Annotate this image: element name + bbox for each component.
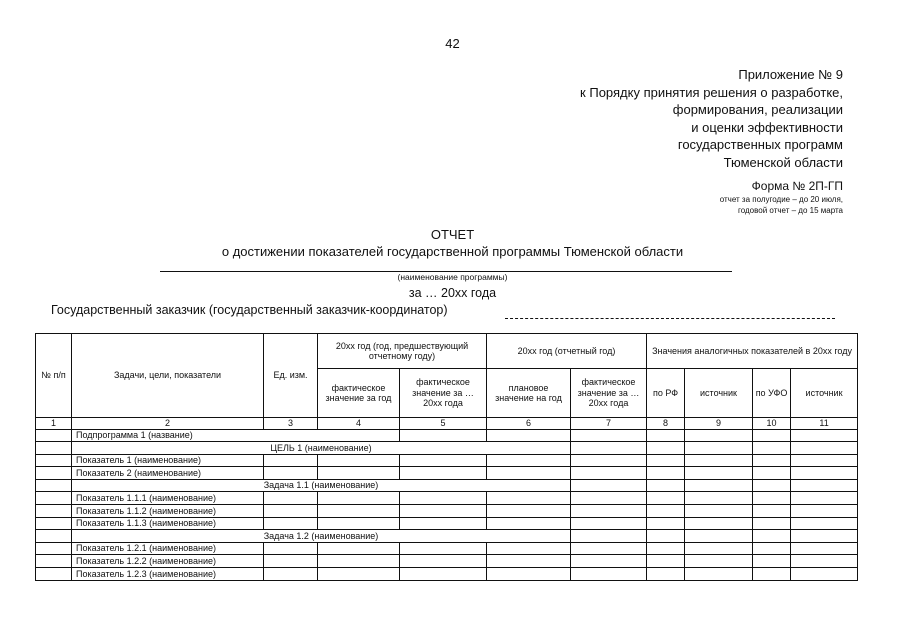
table-cell (647, 479, 685, 492)
header-source: источник (791, 369, 858, 418)
table-cell (400, 454, 487, 467)
table-cell (753, 505, 791, 518)
table-row (36, 517, 858, 530)
table-cell (400, 542, 487, 555)
table-cell (753, 542, 791, 555)
table-cell (318, 517, 400, 530)
table-cell (685, 492, 753, 505)
column-number: 4 (318, 418, 400, 430)
table-cell (647, 429, 685, 442)
table-cell (791, 568, 858, 581)
table-cell (685, 454, 753, 467)
column-number: 11 (791, 418, 858, 430)
table-cell (318, 454, 400, 467)
table-cell (487, 492, 571, 505)
row-label: Показатель 1.2.2 (наименование) (72, 555, 264, 568)
table-cell (264, 429, 400, 442)
table-cell (571, 517, 647, 530)
form-note: отчет за полугодие – до 20 июля, (719, 195, 843, 204)
table-cell (753, 555, 791, 568)
table-cell (36, 479, 72, 492)
table-cell (36, 542, 72, 555)
table-cell (36, 555, 72, 568)
table-cell (571, 429, 647, 442)
table-cell (400, 555, 487, 568)
table-cell (647, 530, 685, 543)
table-cell (36, 530, 72, 543)
table-cell (400, 429, 487, 442)
table-row (36, 530, 858, 543)
table-cell (647, 542, 685, 555)
table-cell (571, 479, 647, 492)
table-cell (685, 442, 753, 455)
column-number: 1 (36, 418, 72, 430)
row-label: Показатель 1.2.1 (наименование) (72, 542, 264, 555)
row-label: Подпрограмма 1 (название) (72, 429, 264, 442)
appendix-line: государственных программ (677, 137, 843, 152)
table-cell (36, 429, 72, 442)
header-unit: Ед. изм. (264, 334, 318, 418)
table-cell (264, 467, 318, 480)
row-label: Показатель 1.1.1 (наименование) (72, 492, 264, 505)
table-cell (791, 505, 858, 518)
table-cell (753, 530, 791, 543)
header-tasks: Задачи, цели, показатели (72, 334, 264, 418)
table-cell (791, 555, 858, 568)
table-cell (685, 542, 753, 555)
report-period: за … 20xx года (408, 286, 497, 300)
table-cell (571, 555, 647, 568)
table-cell (647, 517, 685, 530)
table-cell (685, 568, 753, 581)
table-cell (791, 429, 858, 442)
row-label: Показатель 1.2.3 (наименование) (72, 568, 264, 581)
table-cell (647, 568, 685, 581)
table-row (36, 555, 858, 568)
table-cell (400, 568, 487, 581)
table-cell (791, 492, 858, 505)
header-source: источник (685, 369, 753, 418)
table-row (36, 505, 858, 518)
header-analog: Значения аналогичных показателей в 20xx году (647, 334, 858, 369)
table-cell (571, 442, 647, 455)
table-cell (791, 530, 858, 543)
table-cell (685, 467, 753, 480)
report-subtitle: о достижении показателей государственной программы Тюменской области (221, 244, 684, 259)
section-label: Задача 1.1 (наименование) (72, 479, 571, 492)
table-row (36, 429, 858, 442)
table-row (36, 479, 858, 492)
indicators-table (35, 333, 858, 581)
appendix-block (580, 66, 843, 171)
table-cell (791, 517, 858, 530)
table-cell (318, 555, 400, 568)
header-prev-fact2: фактическое значение за … 20xx года (400, 369, 487, 418)
table-cell (753, 492, 791, 505)
table-cell (685, 429, 753, 442)
section-label: Задача 1.2 (наименование) (72, 530, 571, 543)
table-cell (264, 505, 318, 518)
table-cell (487, 568, 571, 581)
table-row (36, 568, 858, 581)
table-cell (36, 505, 72, 518)
table-cell (318, 505, 400, 518)
table-cell (400, 517, 487, 530)
table-cell (264, 568, 318, 581)
header-prev-year: 20xx год (год, предшествующий отчетному году) (318, 334, 487, 369)
table-cell (36, 492, 72, 505)
column-number: 3 (264, 418, 318, 430)
table-cell (264, 454, 318, 467)
table-cell (753, 517, 791, 530)
table-cell (36, 517, 72, 530)
table-cell (753, 479, 791, 492)
table-cell (487, 454, 571, 467)
form-note: годовой отчет – до 15 марта (738, 206, 843, 215)
table-cell (400, 505, 487, 518)
table-cell (571, 505, 647, 518)
table-cell (753, 467, 791, 480)
table-cell (647, 454, 685, 467)
page-number: 42 (445, 36, 460, 51)
header-prev-fact: фактическое значение за год (318, 369, 400, 418)
table-cell (647, 492, 685, 505)
form-block (720, 178, 843, 216)
report-heading (0, 226, 905, 260)
table-cell (487, 429, 571, 442)
row-label: Показатель 2 (наименование) (72, 467, 264, 480)
header-plan: плановое значение на год (487, 369, 571, 418)
column-number: 8 (647, 418, 685, 430)
table-cell (36, 568, 72, 581)
table-cell (318, 542, 400, 555)
table-cell (487, 467, 571, 480)
table-cell (571, 467, 647, 480)
column-number: 2 (72, 418, 264, 430)
appendix-line: Приложение № 9 (738, 67, 843, 82)
header-ufo: по УФО (753, 369, 791, 418)
table-cell (647, 442, 685, 455)
table-cell (753, 568, 791, 581)
table-cell (753, 429, 791, 442)
table-cell (400, 492, 487, 505)
table-cell (264, 555, 318, 568)
column-number: 7 (571, 418, 647, 430)
table-cell (685, 517, 753, 530)
table-cell (571, 454, 647, 467)
program-caption: (наименование программы) (397, 272, 508, 282)
table-cell (791, 479, 858, 492)
table-cell (791, 442, 858, 455)
table-cell (36, 454, 72, 467)
table-cell (487, 542, 571, 555)
table-row (36, 467, 858, 480)
table-cell (318, 492, 400, 505)
section-label: ЦЕЛЬ 1 (наименование) (72, 442, 571, 455)
table-cell (571, 542, 647, 555)
header-row (36, 334, 858, 369)
header-rf: по РФ (647, 369, 685, 418)
appendix-line: формирования, реализации (672, 102, 843, 117)
table-cell (36, 442, 72, 455)
row-label: Показатель 1.1.2 (наименование) (72, 505, 264, 518)
appendix-line: к Порядку принятия решения о разработке, (580, 84, 843, 100)
column-numbers-row (36, 418, 858, 430)
table-cell (685, 530, 753, 543)
table-cell (647, 467, 685, 480)
appendix-line: Тюменской области (723, 154, 843, 170)
table-cell (264, 492, 318, 505)
table-cell (647, 555, 685, 568)
table-row (36, 492, 858, 505)
row-label: Показатель 1 (наименование) (72, 454, 264, 467)
table-cell (318, 467, 400, 480)
table-row (36, 542, 858, 555)
header-rep-fact: фактическое значение за … 20xx года (571, 369, 647, 418)
customer-label: Государственный заказчик (государственный заказчик-координатор) (51, 303, 448, 317)
column-number: 10 (753, 418, 791, 430)
table-cell (264, 542, 318, 555)
table-cell (571, 530, 647, 543)
table-row (36, 442, 858, 455)
header-report-year: 20xx год (отчетный год) (487, 334, 647, 369)
table-cell (571, 492, 647, 505)
table-cell (318, 568, 400, 581)
report-title: ОТЧЕТ (430, 227, 475, 242)
column-number: 5 (400, 418, 487, 430)
table-cell (647, 505, 685, 518)
table-cell (753, 454, 791, 467)
table-cell (487, 505, 571, 518)
table-cell (264, 517, 318, 530)
table-cell (753, 442, 791, 455)
table-cell (791, 454, 858, 467)
table-row (36, 454, 858, 467)
table-cell (487, 517, 571, 530)
header-num: № п/п (36, 334, 72, 418)
table-cell (685, 479, 753, 492)
table-cell (791, 542, 858, 555)
customer-name-line (505, 318, 835, 319)
column-number: 6 (487, 418, 571, 430)
table-cell (400, 467, 487, 480)
row-label: Показатель 1.1.3 (наименование) (72, 517, 264, 530)
table-cell (36, 467, 72, 480)
table-cell (487, 555, 571, 568)
table-cell (791, 467, 858, 480)
table-cell (571, 568, 647, 581)
appendix-line: и оценки эффективности (691, 119, 843, 135)
form-title: Форма № 2П-ГП (751, 179, 843, 193)
column-number: 9 (685, 418, 753, 430)
table-cell (685, 505, 753, 518)
table-cell (685, 555, 753, 568)
